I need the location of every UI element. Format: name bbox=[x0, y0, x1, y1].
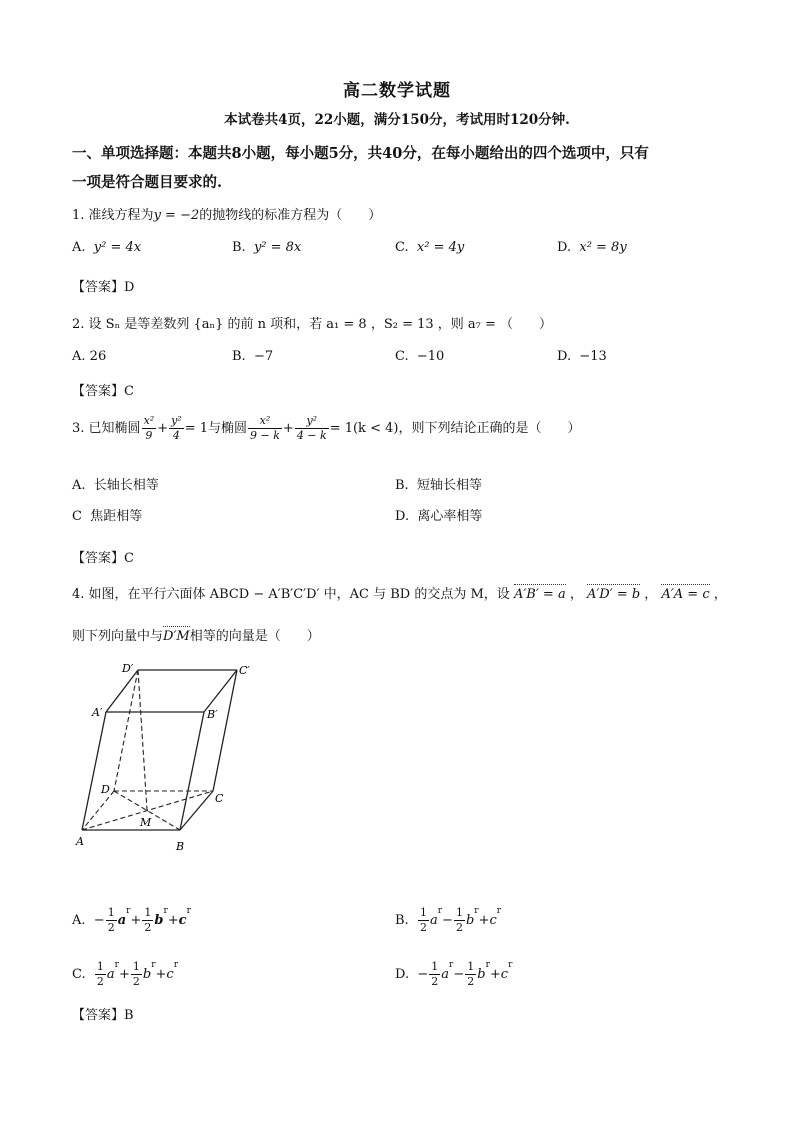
label-B: B bbox=[176, 840, 185, 853]
vector-a: A′B′ = a bbox=[513, 587, 566, 602]
q1-option-d: D. x² = 8y bbox=[557, 240, 627, 255]
question-number: 1. bbox=[72, 208, 85, 223]
fraction: $\frac{\text{x²}}{9}$ bbox=[143, 414, 155, 442]
question-4-line2: 则下列向量中与D′M相等的向量是（ ） bbox=[72, 629, 320, 644]
label-M: M bbox=[140, 816, 152, 829]
q2-answer: 【答案】C bbox=[72, 384, 134, 399]
fraction: $\frac{\text{y²}}{4}$ bbox=[171, 414, 182, 442]
question-2 bbox=[72, 313, 552, 332]
q2-option-d: D. −13 bbox=[557, 349, 607, 364]
document-title: 高二数学试题 bbox=[343, 81, 451, 101]
label-Bp: B′ bbox=[207, 708, 218, 721]
question-text: 的抛物线的标准方程为（ ） bbox=[199, 208, 382, 223]
q1-option-b: B. y² = 8x bbox=[232, 240, 302, 255]
q1-option-a: A. y² = 4x bbox=[72, 240, 142, 255]
question-3: 3. 已知椭圆 $\frac{\text{x²}}{9}$ + $\frac{\text{y²}}{4}$ = 1与椭圆 $\frac{\text{x²}}{9 - k}$ + $\frac{\text{y²}}{4 - k}$ = 1(k < 4)，则下列结论正确的是（ ） bbox=[72, 414, 581, 442]
q2-option-a: A. 26 bbox=[72, 349, 107, 364]
question-text: 准线方程为 bbox=[88, 208, 154, 223]
q3-option-d: D. 离心率相等 bbox=[395, 509, 483, 524]
section-heading-line2: 一项是符合题目要求的. bbox=[72, 174, 223, 191]
label-Cp: C′ bbox=[239, 664, 250, 677]
label-Dp: D′ bbox=[122, 662, 134, 675]
question-math: y = −2 bbox=[153, 208, 200, 223]
vector-c: A′A = c bbox=[661, 587, 710, 602]
q2-option-b: B. −7 bbox=[232, 349, 274, 364]
question-number: 4. bbox=[72, 587, 85, 602]
q1-option-c: C. x² = 4y bbox=[395, 240, 465, 255]
q3-option-c: C 焦距相等 bbox=[72, 509, 143, 524]
q4-option-b: B. $\frac{1}{2}$ $a^r-$ $\frac{1}{2}$ $b^r+c^r$ bbox=[395, 906, 502, 934]
label-C: C bbox=[215, 792, 224, 805]
q4-option-a: A. − $\frac{1}{2}$ $a^r+$ $\frac{1}{2}$ $b^r+c^r$ bbox=[72, 906, 191, 934]
question-text: 设 Sₙ 是等差数列 {aₙ} 的前 n 项和，若 a₁ = 8 ，S₂ = 13 ，则 a₇ = （ ） bbox=[88, 317, 553, 332]
document-subtitle: 本试卷共4页，22小题，满分150分，考试用时120分钟. bbox=[224, 112, 570, 128]
q4-option-c: C. $\frac{1}{2}$ $a^r+$ $\frac{1}{2}$ $b^r+c^r$ bbox=[72, 960, 179, 988]
question-number: 3. bbox=[72, 421, 85, 436]
q4-answer: 【答案】B bbox=[72, 1008, 134, 1023]
parallelepiped-figure bbox=[70, 658, 270, 858]
label-A: A bbox=[76, 835, 84, 848]
question-number: 2. bbox=[72, 317, 85, 332]
label-Ap: A′ bbox=[92, 706, 103, 719]
q3-option-b: B. 短轴长相等 bbox=[395, 478, 482, 493]
q3-answer: 【答案】C bbox=[72, 551, 134, 566]
q3-option-a: A. 长轴长相等 bbox=[72, 478, 159, 493]
q4-option-d: D. − $\frac{1}{2}$ $a^r-$ $\frac{1}{2}$ $b^r+c^r$ bbox=[395, 960, 513, 988]
question-4: 4. 如图，在平行六面体 ABCD − A′B′C′D′ 中，AC 与 BD 的交点为 M，设 A′B′ = a ， A′D′ = b ， A′A = c ， bbox=[72, 587, 727, 602]
fraction: $\frac{\text{x²}}{9 - k}$ bbox=[250, 414, 280, 442]
q1-answer: 【答案】D bbox=[72, 280, 135, 295]
vector-dm: D′M bbox=[163, 629, 190, 644]
vector-b: A′D′ = b bbox=[586, 587, 641, 602]
question-1 bbox=[72, 204, 381, 223]
section-heading-line1: 一、单项选择题：本题共8小题，每小题5分，共40分，在每小题给出的四个选项中，只有 bbox=[72, 145, 649, 162]
fraction: $\frac{\text{y²}}{4 - k}$ bbox=[296, 414, 327, 442]
q2-option-c: C. −10 bbox=[395, 349, 445, 364]
label-D: D bbox=[101, 783, 110, 796]
